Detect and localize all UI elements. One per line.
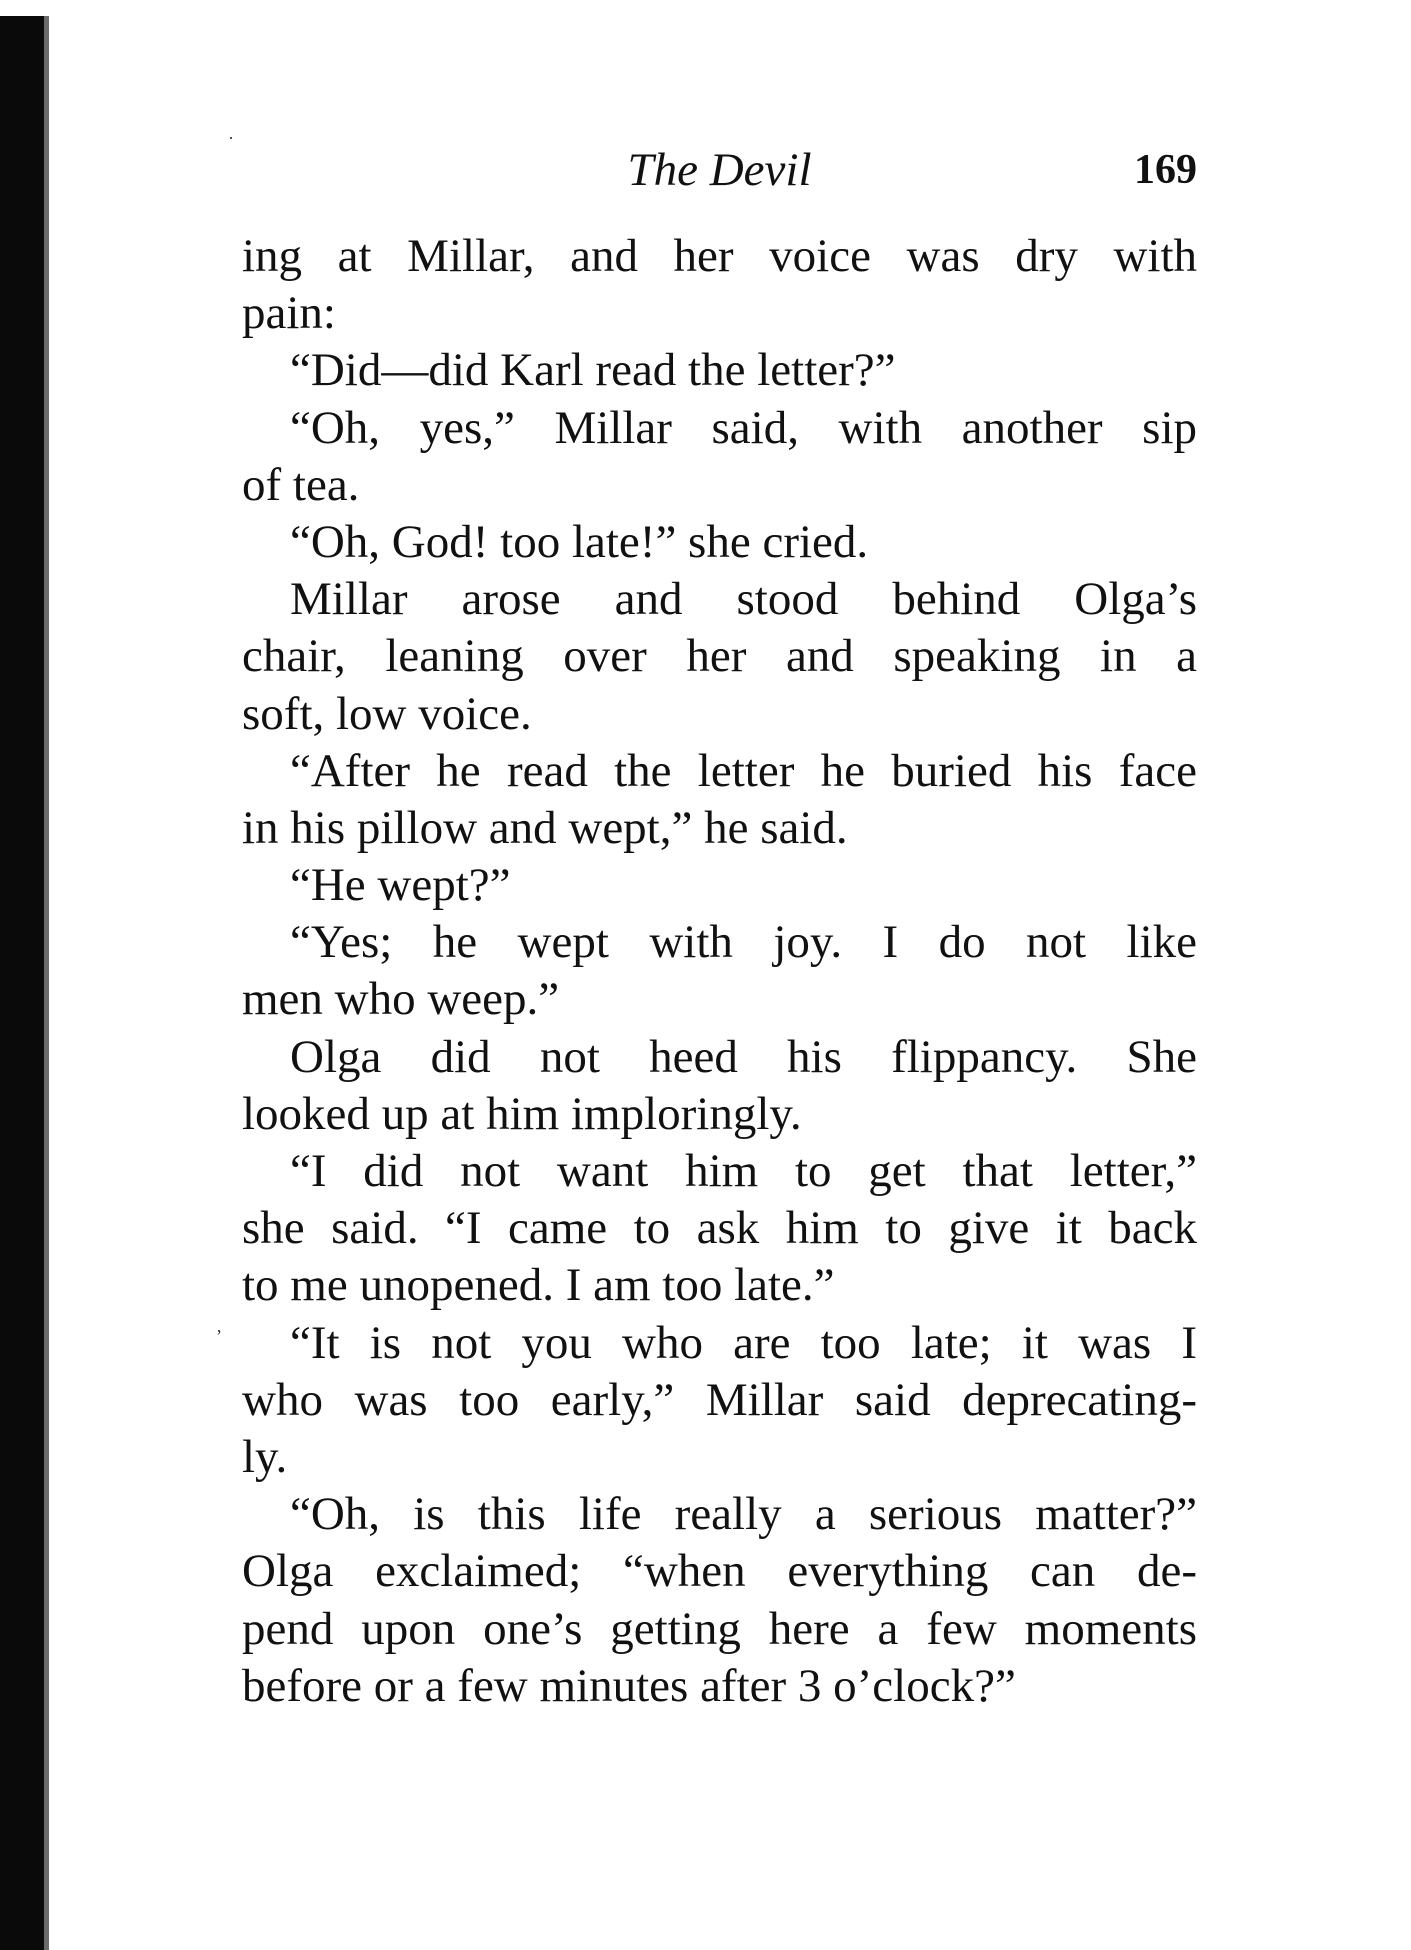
- text-line: “Yes; he wept with joy. I do not like: [290, 916, 1197, 969]
- text-line: “After he read the letter he buried his face: [290, 744, 1197, 797]
- text-line: soft, low voice.: [242, 687, 532, 740]
- text-line: of tea.: [242, 458, 360, 511]
- text-line: to me unopened. I am too late.”: [242, 1259, 835, 1312]
- book-binding-edge: [44, 16, 49, 1950]
- text-line: pend upon one’s getting here a few moments: [242, 1602, 1197, 1655]
- page-header: [242, 140, 1197, 200]
- book-binding-shadow: [0, 16, 44, 1950]
- body-text: [242, 228, 1197, 1715]
- text-line: “It is not you who are too late; it was I: [290, 1316, 1197, 1369]
- text-line: “Oh, yes,” Millar said, with another sip: [290, 401, 1197, 454]
- text-line: “Oh, is this life really a serious matter?”: [290, 1488, 1197, 1541]
- text-line: men who weep.”: [242, 973, 560, 1026]
- scan-speck: ’: [216, 1326, 222, 1346]
- text-line: she said. “I came to ask him to give it back: [242, 1202, 1197, 1255]
- text-line: Olga did not heed his flippancy. She: [290, 1030, 1197, 1083]
- text-line: Millar arose and stood behind Olga’s: [290, 573, 1197, 626]
- text-line: looked up at him imploringly.: [242, 1087, 802, 1140]
- text-line: chair, leaning over her and speaking in a: [242, 630, 1197, 683]
- text-line: ing at Millar, and her voice was dry with: [242, 230, 1197, 282]
- text-line: Olga exclaimed; “when everything can de-: [242, 1545, 1197, 1598]
- text-line: in his pillow and wept,” he said.: [242, 801, 848, 854]
- running-title: The Devil: [627, 144, 812, 196]
- text-line: who was too early,” Millar said deprecating-: [242, 1373, 1197, 1426]
- scan-speck: ·: [228, 128, 234, 148]
- text-line: ly.: [242, 1430, 288, 1483]
- page-number: 169: [1134, 147, 1197, 193]
- text-line: pain:: [242, 287, 336, 340]
- text-line: “I did not want him to get that letter,”: [290, 1145, 1197, 1197]
- text-line: before or a few minutes after 3 o’clock?”: [242, 1659, 1016, 1712]
- text-line: “He wept?”: [290, 859, 511, 912]
- text-line: “Oh, God! too late!” she cried.: [290, 515, 869, 568]
- text-line: “Did—did Karl read the letter?”: [290, 344, 896, 397]
